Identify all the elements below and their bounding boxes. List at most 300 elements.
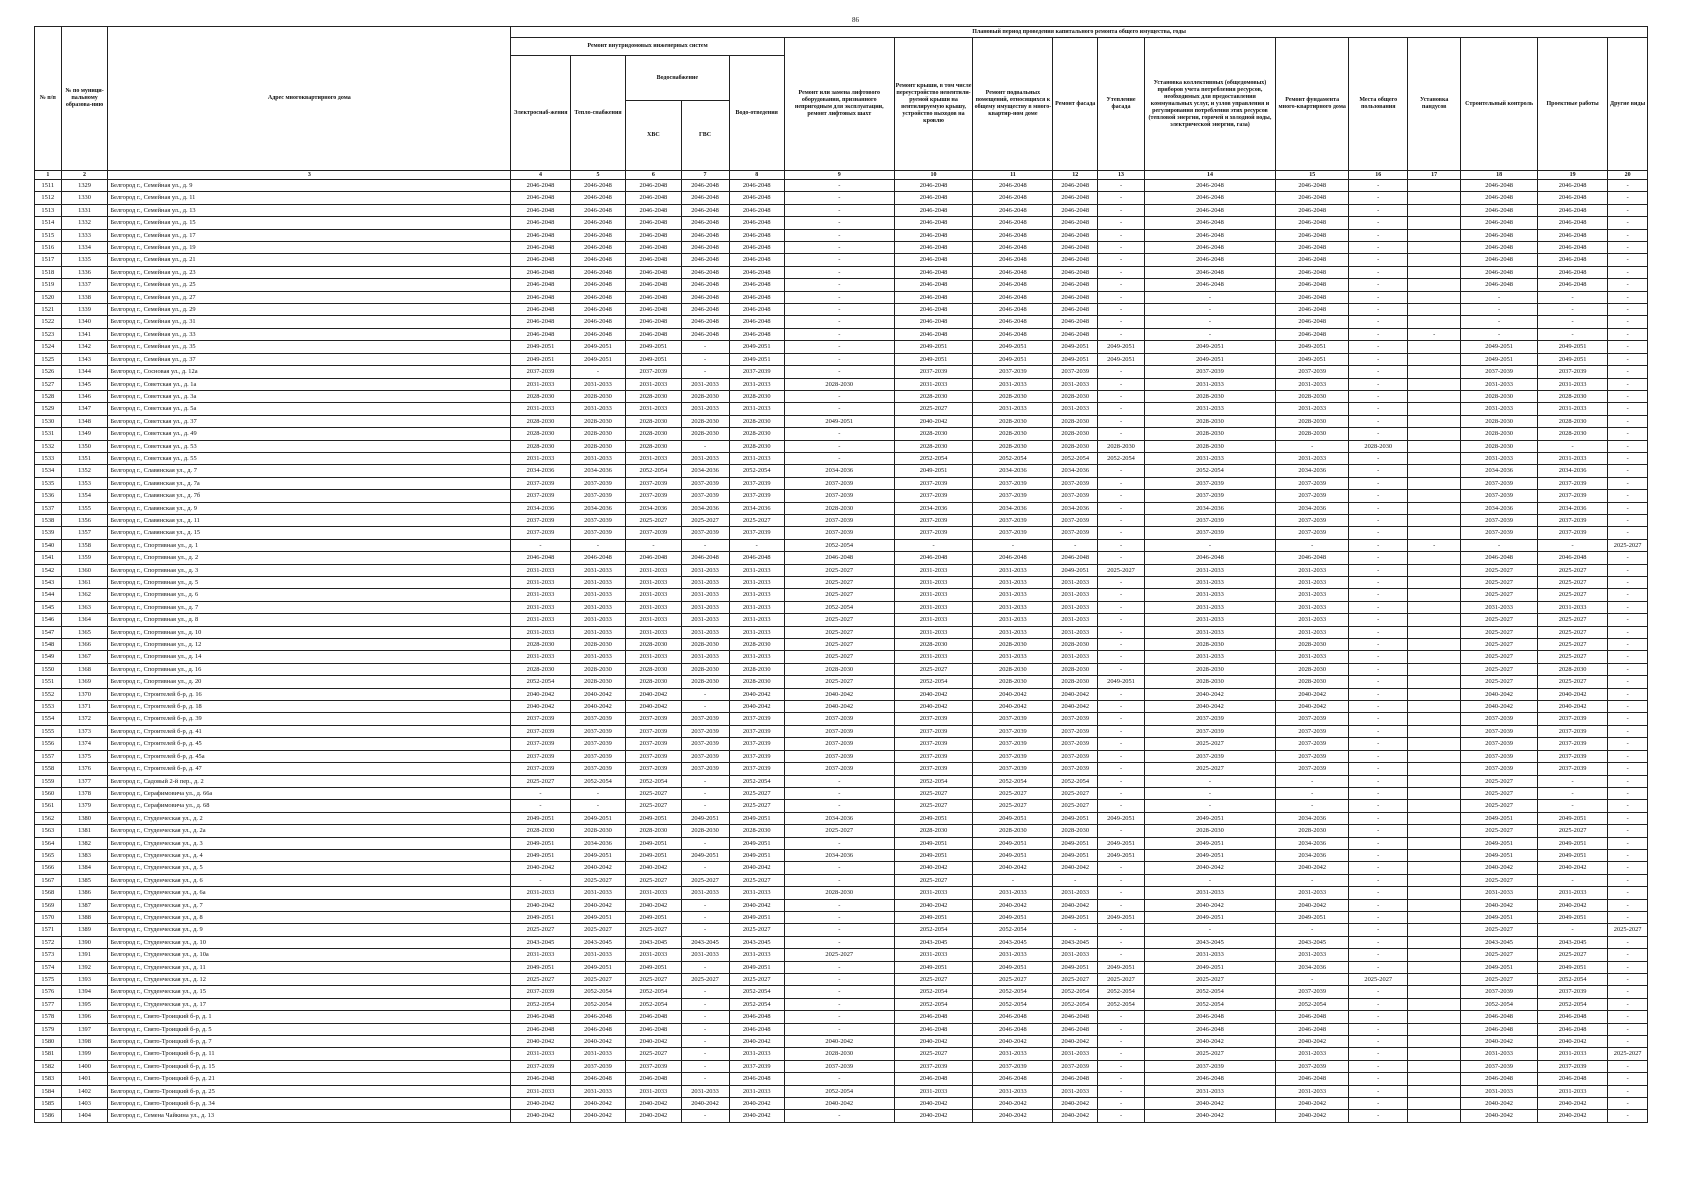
table-cell: 2037-2039 [784, 527, 894, 539]
table-cell: 2052-2054 [784, 1085, 894, 1097]
table-cell: 2037-2039 [1053, 490, 1098, 502]
table-cell: 2040-2042 [570, 862, 625, 874]
table-cell: 2046-2048 [1053, 552, 1098, 564]
table-cell: - [1608, 775, 1648, 787]
table-cell: 1339 [61, 304, 108, 316]
table-row [35, 316, 1648, 328]
table-cell: 2028-2030 [729, 676, 784, 688]
table-cell: - [681, 1110, 729, 1122]
table-cell: 2025-2027 [511, 974, 571, 986]
table-cell: 2034-2036 [1537, 502, 1607, 514]
table-cell: 2049-2051 [1537, 911, 1607, 923]
table-cell: - [1608, 229, 1648, 241]
table-cell: 2028-2030 [1053, 415, 1098, 427]
address-cell: Белгород г., Советская ул., д. 1а [108, 378, 511, 390]
table-cell: - [1349, 552, 1408, 564]
table-cell: - [1349, 1023, 1408, 1035]
table-cell: 2046-2048 [1275, 204, 1349, 216]
table-row [35, 291, 1648, 303]
table-cell: 1543 [35, 577, 62, 589]
table-cell: 2040-2042 [894, 1110, 973, 1122]
table-cell: 2040-2042 [1461, 1110, 1538, 1122]
table-cell: 1357 [61, 527, 108, 539]
table-cell: 2046-2048 [1537, 192, 1607, 204]
table-cell: 2052-2054 [729, 465, 784, 477]
table-cell: 2031-2033 [1053, 651, 1098, 663]
table-cell: 2025-2027 [681, 514, 729, 526]
table-cell: 2046-2048 [681, 217, 729, 229]
table-cell: 2031-2033 [511, 577, 571, 589]
table-cell: 2031-2033 [973, 626, 1053, 638]
table-cell: - [1608, 812, 1648, 824]
table-cell: - [1098, 738, 1145, 750]
table-cell: 2046-2048 [1461, 229, 1538, 241]
table-cell: - [784, 242, 894, 254]
table-cell: 2037-2039 [1053, 738, 1098, 750]
table-cell: - [1608, 1060, 1648, 1072]
table-cell: 2046-2048 [894, 242, 973, 254]
table-cell: - [729, 539, 784, 551]
table-cell: 2049-2051 [1098, 911, 1145, 923]
table-cell: - [1098, 514, 1145, 526]
table-cell: 2037-2039 [894, 713, 973, 725]
table-cell: 1393 [61, 974, 108, 986]
table-cell: 2031-2033 [894, 378, 973, 390]
table-cell: 1343 [61, 353, 108, 365]
table-cell: 2052-2054 [729, 775, 784, 787]
table-cell: 2040-2042 [1537, 862, 1607, 874]
table-cell: - [784, 974, 894, 986]
table-cell: 1540 [35, 539, 62, 551]
table-cell: 2037-2039 [570, 527, 625, 539]
table-cell: 1375 [61, 750, 108, 762]
table-cell: 2046-2048 [570, 217, 625, 229]
address-cell: Белгород г., Советская ул., д. 5а [108, 403, 511, 415]
table-cell: 2052-2054 [1098, 998, 1145, 1010]
table-cell: 2037-2039 [1461, 713, 1538, 725]
table-cell: - [1349, 217, 1408, 229]
table-cell: 2046-2048 [973, 1011, 1053, 1023]
table-cell: - [1349, 924, 1408, 936]
table-cell: - [1608, 452, 1648, 464]
table-cell: 2046-2048 [1275, 180, 1349, 192]
table-row [35, 614, 1648, 626]
table-cell: 2049-2051 [1098, 837, 1145, 849]
table-cell: 1519 [35, 279, 62, 291]
table-cell: 2046-2048 [626, 279, 681, 291]
table-cell: 2046-2048 [973, 217, 1053, 229]
table-row [35, 502, 1648, 514]
table-cell: 2037-2039 [626, 713, 681, 725]
table-cell [1408, 911, 1461, 923]
address-cell: Белгород г., Семейная ул., д. 25 [108, 279, 511, 291]
table-cell: - [1349, 366, 1408, 378]
table-cell: - [1098, 1011, 1145, 1023]
table-cell: 2031-2033 [729, 589, 784, 601]
address-cell: Белгород г., Славянская ул., д. 15 [108, 527, 511, 539]
table-row [35, 415, 1648, 427]
table-cell: - [681, 998, 729, 1010]
column-number: 3 [108, 171, 511, 180]
table-cell: 2025-2027 [1461, 825, 1538, 837]
table-row [35, 639, 1648, 651]
table-cell: - [1537, 775, 1607, 787]
table-cell: - [1349, 254, 1408, 266]
table-cell: 2028-2030 [511, 639, 571, 651]
table-cell: 2043-2045 [681, 936, 729, 948]
table-cell: 2031-2033 [1053, 1085, 1098, 1097]
table-cell: - [784, 217, 894, 229]
table-cell: - [1608, 1073, 1648, 1085]
address-cell: Белгород г., Спортивная ул., д. 6 [108, 589, 511, 601]
table-cell: 2049-2051 [1461, 837, 1538, 849]
table-cell: 2028-2030 [729, 663, 784, 675]
table-row [35, 986, 1648, 998]
table-cell: - [784, 1110, 894, 1122]
table-cell: 2031-2033 [1275, 403, 1349, 415]
table-cell: 2040-2042 [1144, 1036, 1275, 1048]
table-cell: 2046-2048 [1537, 279, 1607, 291]
table-cell: 2031-2033 [681, 589, 729, 601]
table-cell: 2031-2033 [1537, 1048, 1607, 1060]
table-cell: 2046-2048 [570, 291, 625, 303]
table-cell: 2049-2051 [570, 849, 625, 861]
table-cell: - [784, 316, 894, 328]
table-cell: 2037-2039 [1053, 477, 1098, 489]
table-cell: 2031-2033 [511, 378, 571, 390]
table-cell: 2031-2033 [1053, 614, 1098, 626]
table-cell: 1354 [61, 490, 108, 502]
address-cell: Белгород г., Свято-Троицкий б-р, д. 25 [108, 1085, 511, 1097]
table-cell: 1557 [35, 750, 62, 762]
table-cell: 2037-2039 [729, 490, 784, 502]
table-cell: - [1098, 639, 1145, 651]
table-cell: - [1098, 1073, 1145, 1085]
table-cell: 2046-2048 [681, 204, 729, 216]
table-cell: 2049-2051 [570, 812, 625, 824]
table-cell: 2040-2042 [1053, 862, 1098, 874]
table-row [35, 738, 1648, 750]
table-cell: 1568 [35, 887, 62, 899]
table-cell: 2046-2048 [1461, 552, 1538, 564]
header-meters: Установка коллективных (общедомовых) приборов учета потребления ресурсов, необходимых для предоставления коммунальных услуг, и узлов управления и регулирования потребления этих ресурсов (тепловой энергии, горячей и холодной воды, электрической энергии, газа) [1144, 38, 1275, 171]
table-cell: 2031-2033 [729, 626, 784, 638]
table-cell: 2037-2039 [784, 738, 894, 750]
table-cell: 2049-2051 [1461, 911, 1538, 923]
table-cell: 1351 [61, 452, 108, 464]
table-cell: 2040-2042 [1537, 1110, 1607, 1122]
table-cell: - [784, 304, 894, 316]
table-cell: 2049-2051 [784, 415, 894, 427]
table-cell: 1349 [61, 428, 108, 440]
table-cell: 2025-2027 [1098, 564, 1145, 576]
column-number: 15 [1275, 171, 1349, 180]
table-row [35, 254, 1648, 266]
table-cell: 2046-2048 [1461, 1023, 1538, 1035]
table-cell: 2025-2027 [784, 614, 894, 626]
table-cell: 2046-2048 [1275, 304, 1349, 316]
table-cell: - [1349, 1060, 1408, 1072]
table-cell: 2034-2036 [784, 465, 894, 477]
table-cell: 2040-2042 [894, 862, 973, 874]
table-cell: 2046-2048 [1144, 254, 1275, 266]
table-cell: - [784, 266, 894, 278]
table-cell: 2040-2042 [1461, 1036, 1538, 1048]
table-cell: 2049-2051 [1098, 812, 1145, 824]
table-cell: 2025-2027 [626, 787, 681, 799]
table-cell: 2031-2033 [894, 887, 973, 899]
table-cell: 2025-2027 [626, 874, 681, 886]
table-cell: 2052-2054 [570, 986, 625, 998]
table-cell: 2031-2033 [1275, 614, 1349, 626]
table-cell: - [1098, 316, 1145, 328]
table-cell: 1400 [61, 1060, 108, 1072]
table-cell: 1512 [35, 192, 62, 204]
table-cell: 2025-2027 [729, 787, 784, 799]
table-cell: 2031-2033 [570, 651, 625, 663]
table-cell: - [1608, 974, 1648, 986]
table-cell: 2028-2030 [626, 390, 681, 402]
table-cell: 2037-2039 [681, 713, 729, 725]
table-cell: - [1144, 874, 1275, 886]
table-cell: 2049-2051 [681, 849, 729, 861]
table-cell: 2025-2027 [1349, 974, 1408, 986]
table-cell: 2031-2033 [1053, 589, 1098, 601]
table-cell [1408, 961, 1461, 973]
table-cell: - [1608, 651, 1648, 663]
table-cell: 2046-2048 [681, 316, 729, 328]
table-cell: - [1608, 254, 1648, 266]
table-cell: 1549 [35, 651, 62, 663]
table-cell: 2031-2033 [626, 1085, 681, 1097]
table-cell: 2037-2039 [729, 713, 784, 725]
table-cell: - [1349, 750, 1408, 762]
table-cell: - [1608, 217, 1648, 229]
table-cell [1408, 552, 1461, 564]
table-row [35, 477, 1648, 489]
table-cell: 2034-2036 [511, 465, 571, 477]
table-cell: 2052-2054 [1098, 452, 1145, 464]
table-cell: 2046-2048 [511, 316, 571, 328]
table-cell: - [1275, 924, 1349, 936]
column-number: 19 [1537, 171, 1607, 180]
table-cell: 2037-2039 [626, 725, 681, 737]
table-cell [1408, 676, 1461, 688]
table-cell: 1388 [61, 911, 108, 923]
table-cell: - [1349, 1036, 1408, 1048]
table-cell: 2049-2051 [729, 961, 784, 973]
table-cell: 2046-2048 [570, 1073, 625, 1085]
table-cell: 2031-2033 [894, 577, 973, 589]
table-cell: 1361 [61, 577, 108, 589]
table-cell: - [1098, 626, 1145, 638]
table-cell: - [570, 800, 625, 812]
table-cell: 2037-2039 [1053, 725, 1098, 737]
table-cell: 2046-2048 [511, 180, 571, 192]
table-cell: 2037-2039 [894, 750, 973, 762]
table-row [35, 341, 1648, 353]
table-cell: 2040-2042 [973, 899, 1053, 911]
table-cell: 2031-2033 [1144, 378, 1275, 390]
table-cell: 2031-2033 [626, 452, 681, 464]
table-cell: 2046-2048 [570, 328, 625, 340]
table-cell: 2049-2051 [973, 353, 1053, 365]
table-cell: 1336 [61, 266, 108, 278]
table-cell: 2031-2033 [729, 577, 784, 589]
table-cell: - [681, 924, 729, 936]
table-cell: 2037-2039 [729, 750, 784, 762]
table-cell: 2049-2051 [570, 961, 625, 973]
table-cell: 2037-2039 [681, 477, 729, 489]
table-cell: - [1349, 291, 1408, 303]
table-cell: 2052-2054 [894, 998, 973, 1010]
table-cell: 2046-2048 [1275, 279, 1349, 291]
table-cell [1408, 527, 1461, 539]
table-cell: 1513 [35, 204, 62, 216]
table-row [35, 651, 1648, 663]
table-cell: 2031-2033 [1053, 887, 1098, 899]
table-cell: 2046-2048 [894, 217, 973, 229]
address-cell: Белгород г., Семейная ул., д. 31 [108, 316, 511, 328]
table-cell: 1564 [35, 837, 62, 849]
table-cell: 2031-2033 [681, 614, 729, 626]
address-cell: Белгород г., Студенческая ул., д. 3 [108, 837, 511, 849]
table-cell: - [784, 291, 894, 303]
table-cell: 2040-2042 [973, 688, 1053, 700]
table-cell: 2037-2039 [626, 738, 681, 750]
table-cell: - [1098, 390, 1145, 402]
table-cell: 1529 [35, 403, 62, 415]
table-cell: 2049-2051 [1461, 961, 1538, 973]
table-cell: - [1608, 1110, 1648, 1122]
table-cell: 2046-2048 [1461, 204, 1538, 216]
table-cell: 2049-2051 [973, 849, 1053, 861]
table-cell: 2040-2042 [1461, 1098, 1538, 1110]
table-cell: 2040-2042 [570, 899, 625, 911]
table-cell: 2028-2030 [1053, 639, 1098, 651]
table-cell: 2049-2051 [1275, 353, 1349, 365]
table-cell: - [1349, 428, 1408, 440]
table-cell: 1335 [61, 254, 108, 266]
table-cell: 2046-2048 [511, 242, 571, 254]
table-cell: 2034-2036 [894, 502, 973, 514]
table-cell: 2046-2048 [1537, 229, 1607, 241]
table-cell: 2040-2042 [973, 701, 1053, 713]
table-cell: 2031-2033 [681, 887, 729, 899]
table-cell: 1330 [61, 192, 108, 204]
table-cell: 1569 [35, 899, 62, 911]
table-cell: - [681, 899, 729, 911]
table-cell: 2028-2030 [729, 390, 784, 402]
table-cell: - [1098, 304, 1145, 316]
table-cell: 2037-2039 [1053, 763, 1098, 775]
table-cell: - [1608, 936, 1648, 948]
table-cell: 1555 [35, 725, 62, 737]
table-cell: 1382 [61, 837, 108, 849]
table-cell: 2049-2051 [973, 837, 1053, 849]
table-cell: 2037-2039 [511, 366, 571, 378]
address-cell: Белгород г., Свято-Троицкий б-р, д. 21 [108, 1073, 511, 1085]
table-cell: 2028-2030 [570, 639, 625, 651]
table-cell: 1355 [61, 502, 108, 514]
address-cell: Белгород г., Семейная ул., д. 23 [108, 266, 511, 278]
table-cell: - [1098, 477, 1145, 489]
table-row [35, 279, 1648, 291]
table-cell [1408, 1085, 1461, 1097]
table-cell: 1548 [35, 639, 62, 651]
table-cell: 2031-2033 [626, 887, 681, 899]
table-cell: 2031-2033 [729, 887, 784, 899]
table-cell [1408, 390, 1461, 402]
table-cell: - [784, 874, 894, 886]
table-cell: 2028-2030 [1349, 440, 1408, 452]
table-cell: - [1098, 527, 1145, 539]
address-cell: Белгород г., Серафимовича ул., д. 68 [108, 800, 511, 812]
table-cell: 1347 [61, 403, 108, 415]
table-cell: - [1461, 304, 1538, 316]
table-cell: - [1349, 1110, 1408, 1122]
table-cell: 2040-2042 [1461, 701, 1538, 713]
table-cell: - [1608, 204, 1648, 216]
table-cell: 2037-2039 [973, 738, 1053, 750]
table-cell: 2040-2042 [729, 1098, 784, 1110]
table-cell [1408, 812, 1461, 824]
table-cell: 2040-2042 [626, 1036, 681, 1048]
table-cell: 1566 [35, 862, 62, 874]
table-cell: 2049-2051 [894, 812, 973, 824]
table-cell: 2031-2033 [681, 378, 729, 390]
table-cell: 2028-2030 [729, 825, 784, 837]
address-cell: Белгород г., Студенческая ул., д. 6 [108, 874, 511, 886]
table-row [35, 180, 1648, 192]
table-cell: 2034-2036 [570, 502, 625, 514]
table-cell: 2049-2051 [626, 849, 681, 861]
table-cell: - [1098, 750, 1145, 762]
table-cell: 2031-2033 [1537, 452, 1607, 464]
table-cell: 2040-2042 [1053, 1036, 1098, 1048]
table-cell: - [973, 539, 1053, 551]
table-cell [1408, 1036, 1461, 1048]
table-cell: 2031-2033 [894, 589, 973, 601]
table-cell: 2025-2027 [1461, 639, 1538, 651]
table-cell: 2040-2042 [973, 862, 1053, 874]
table-cell: - [1349, 490, 1408, 502]
table-cell: 2028-2030 [1275, 676, 1349, 688]
table-cell: - [1349, 639, 1408, 651]
table-cell: 1377 [61, 775, 108, 787]
table-row [35, 1048, 1648, 1060]
table-cell: 2046-2048 [894, 1073, 973, 1085]
table-cell: - [511, 539, 571, 551]
table-cell: 2046-2048 [1144, 242, 1275, 254]
table-cell: 2025-2027 [894, 787, 973, 799]
address-cell: Белгород г., Спортивная ул., д. 2 [108, 552, 511, 564]
address-cell: Белгород г., Семейная ул., д. 19 [108, 242, 511, 254]
table-cell: 2046-2048 [570, 266, 625, 278]
table-cell: - [681, 1060, 729, 1072]
table-cell: 2031-2033 [729, 1085, 784, 1097]
table-cell: 2046-2048 [729, 217, 784, 229]
table-cell: - [1608, 911, 1648, 923]
table-cell: - [1098, 242, 1145, 254]
table-cell: 2046-2048 [1275, 266, 1349, 278]
table-row [35, 701, 1648, 713]
table-cell: 2031-2033 [1461, 601, 1538, 613]
table-cell: 2037-2039 [626, 477, 681, 489]
table-row [35, 1110, 1648, 1122]
table-cell [1408, 514, 1461, 526]
table-cell: - [1608, 527, 1648, 539]
